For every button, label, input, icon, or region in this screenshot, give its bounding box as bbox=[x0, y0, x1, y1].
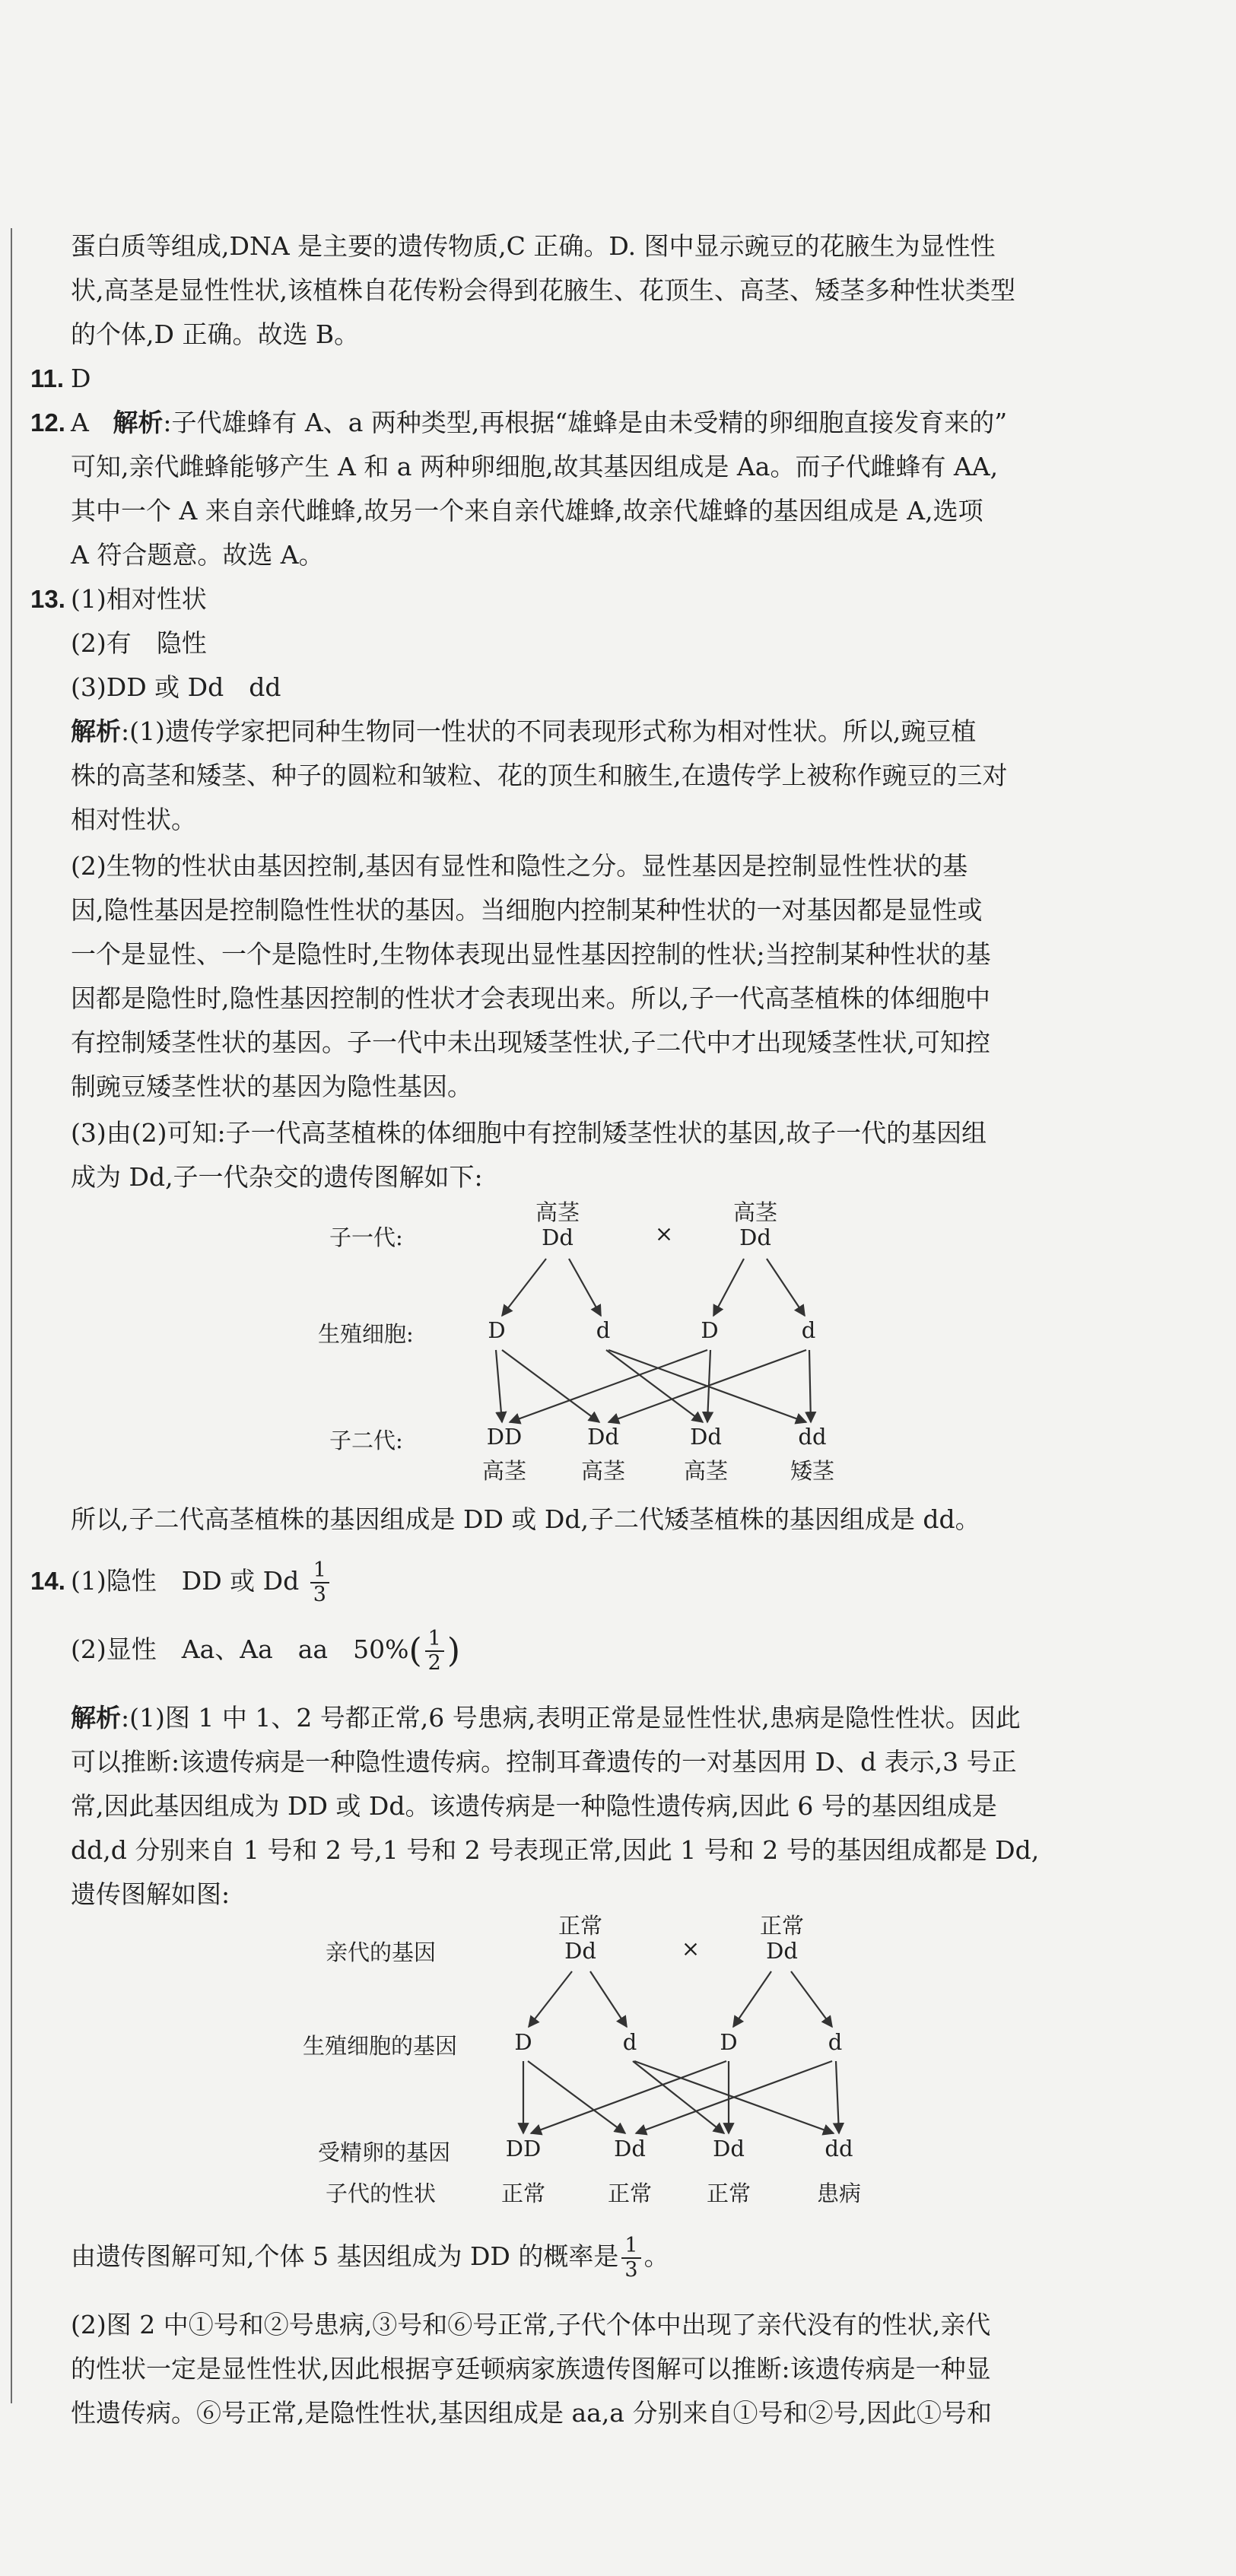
arrow-line bbox=[713, 1259, 744, 1316]
zygote-genotype: Dd bbox=[713, 2136, 745, 2161]
answer-14-2-text: (2)显性 Aa、Aa aa 50% bbox=[71, 1634, 409, 1664]
gamete: D bbox=[488, 1317, 506, 1343]
parent-left-genotype: Dd bbox=[542, 1224, 574, 1250]
cross-symbol: × bbox=[681, 1936, 701, 1961]
arrow-line bbox=[606, 1350, 703, 1422]
fraction-denominator: 3 bbox=[624, 2258, 638, 2282]
analysis-label: 解析 bbox=[113, 408, 164, 437]
answer-13-2: (2)有 隐性 bbox=[71, 628, 207, 658]
parent-right-trait: 正常 bbox=[759, 1913, 805, 1939]
question-number-11: 11. bbox=[30, 364, 65, 392]
question-number-14: 14. bbox=[30, 1567, 65, 1595]
offspring-genotype: dd bbox=[798, 1424, 827, 1450]
parent-left-trait: 高茎 bbox=[535, 1199, 580, 1225]
text-line: 株的高茎和矮茎、种子的圆粒和皱粒、花的顶生和腋生,在遗传学上被称作豌豆的三对 bbox=[71, 761, 1008, 790]
analysis-text: :(1)遗传学家把同种生物同一性状的不同表现形式称为相对性状。所以,豌豆植 bbox=[121, 716, 977, 746]
zygote-genotype: DD bbox=[505, 2136, 542, 2161]
gamete: D bbox=[720, 2029, 738, 2055]
arrow-line bbox=[791, 1971, 832, 2027]
arrow-line bbox=[809, 1350, 811, 1422]
answer-14-1-text: (1)隐性 DD 或 Dd bbox=[71, 1566, 300, 1596]
arrow-line bbox=[836, 2061, 839, 2133]
probability-text: 由遗传图解可知,个体 5 基因组成为 DD 的概率是 bbox=[71, 2241, 619, 2271]
text-line: 成为 Dd,子一代杂交的遗传图解如下: bbox=[71, 1162, 483, 1192]
row-label-parents: 亲代的基因 bbox=[326, 1939, 437, 1965]
parent-right-trait: 高茎 bbox=[732, 1199, 778, 1225]
text-line: dd,d 分别来自 1 号和 2 号,1 号和 2 号表现正常,因此 1 号和 2 号的基因组成都是 Dd, bbox=[71, 1835, 1040, 1865]
paren-right: ) bbox=[446, 1631, 460, 1670]
fraction-numerator: 1 bbox=[425, 1628, 444, 1652]
offspring-trait: 正常 bbox=[607, 2181, 653, 2206]
zygote-genotype: Dd bbox=[614, 2136, 646, 2161]
text-line: 其中一个 A 来自亲代雌蜂,故另一个来自亲代雄蜂,故亲代雄蜂的基因组成是 A,选项 bbox=[71, 496, 983, 526]
fraction-numerator: 1 bbox=[621, 2235, 640, 2259]
text-line: 相对性状。 bbox=[71, 805, 196, 834]
analysis-text: :(1)图 1 中 1、2 号都正常,6 号患病,表明正常是显性性状,患病是隐性性状。因此 bbox=[121, 1703, 1021, 1733]
parent-left-genotype: Dd bbox=[564, 1938, 596, 1964]
answer-11: D bbox=[71, 364, 91, 393]
paren-left: ( bbox=[408, 1631, 422, 1670]
gamete: d bbox=[622, 2029, 637, 2055]
offspring-trait: 患病 bbox=[816, 2181, 862, 2206]
offspring-trait: 高茎 bbox=[580, 1458, 626, 1484]
text-line: 状,高茎是显性性状,该植株自花传粉会得到花腋生、花顶生、高茎、矮茎多种性状类型 bbox=[71, 275, 1015, 305]
question-number-13: 13. bbox=[30, 585, 65, 613]
analysis-text: :子代雄蜂有 A、a 两种类型,再根据“雄蜂是由未受精的卵细胞直接发育来的” bbox=[163, 408, 1008, 437]
arrow-line bbox=[510, 1350, 707, 1422]
arrow-line bbox=[528, 2061, 625, 2133]
fraction-denominator: 3 bbox=[313, 1583, 326, 1606]
text-line: 所以,子二代高茎植株的基因组成是 DD 或 Dd,子二代矮茎植株的基因组成是 dd。 bbox=[71, 1504, 980, 1534]
gamete: d bbox=[801, 1317, 816, 1343]
offspring-trait: 正常 bbox=[500, 2181, 546, 2206]
arrow-line bbox=[496, 1350, 502, 1422]
text-line: 的性状一定是显性性状,因此根据亨廷顿病家族遗传图解可以推断:该遗传病是一种显 bbox=[71, 2354, 991, 2384]
arrow-line bbox=[633, 2061, 724, 2133]
cross-symbol: × bbox=[654, 1221, 674, 1247]
gamete: D bbox=[701, 1317, 719, 1343]
text-line: 性遗传病。⑥号正常,是隐性性状,基因组成是 aa,a 分别来自①号和②号,因此①号和 bbox=[71, 2398, 992, 2428]
arrow-line bbox=[502, 1350, 599, 1422]
text-line: 因都是隐性时,隐性基因控制的性状才会表现出来。所以,子一代高茎植株的体细胞中 bbox=[71, 983, 990, 1013]
gamete: d bbox=[596, 1317, 611, 1343]
parent-right-genotype: Dd bbox=[766, 1938, 798, 1964]
analysis-label: 解析 bbox=[71, 1703, 121, 1733]
arrow-line bbox=[590, 1971, 627, 2027]
text-line: 的个体,D 正确。故选 B。 bbox=[71, 319, 360, 349]
text-line: 因,隐性基因是控制隐性性状的基因。当细胞内控制某种性状的一对基因都是显性或 bbox=[71, 895, 983, 925]
text-line: 可以推断:该遗传病是一种隐性遗传病。控制耳聋遗传的一对基因用 D、d 表示,3 号正 bbox=[71, 1747, 1017, 1777]
offspring-genotype: DD bbox=[486, 1424, 523, 1450]
answer-13-3: (3)DD 或 Dd dd bbox=[71, 672, 281, 702]
parent-left-trait: 正常 bbox=[558, 1913, 603, 1939]
text-line: 可知,亲代雌蜂能够产生 A 和 a 两种卵细胞,故其基因组成是 Aa。而子代雌蜂有 AA, bbox=[71, 452, 999, 481]
arrow-line bbox=[767, 1259, 805, 1316]
question-number-12: 12. bbox=[30, 408, 65, 437]
probability-end: 。 bbox=[643, 2241, 669, 2271]
fraction-denominator: 2 bbox=[427, 1651, 441, 1675]
parent-right-genotype: Dd bbox=[739, 1224, 771, 1250]
text-line: 制豌豆矮茎性状的基因为隐性基因。 bbox=[71, 1072, 472, 1101]
offspring-trait: 高茎 bbox=[683, 1458, 729, 1484]
text-line: 有控制矮茎性状的基因。子一代中未出现矮茎性状,子二代中才出现矮茎性状,可知控 bbox=[71, 1028, 990, 1057]
text-line: 遗传图解如图: bbox=[71, 1879, 230, 1909]
gamete: d bbox=[828, 2029, 843, 2055]
offspring-trait: 矮茎 bbox=[790, 1458, 835, 1484]
text-line: (2)图 2 中①号和②号患病,③号和⑥号正常,子代个体中出现了亲代没有的性状,亲代 bbox=[71, 2310, 991, 2339]
row-label-parents: 子一代: bbox=[329, 1224, 403, 1250]
arrow-line bbox=[529, 1971, 572, 2027]
offspring-trait: 正常 bbox=[706, 2181, 751, 2206]
text-line: (3)由(2)可知:子一代高茎植株的体细胞中有控制矮茎性状的基因,故子一代的基因组 bbox=[71, 1118, 987, 1148]
offspring-genotype: Dd bbox=[587, 1424, 619, 1450]
fraction-numerator: 1 bbox=[310, 1559, 329, 1583]
offspring-trait: 高茎 bbox=[481, 1458, 527, 1484]
arrow-line bbox=[569, 1259, 601, 1316]
analysis-label: 解析 bbox=[71, 716, 121, 746]
row-label-traits: 子代的性状 bbox=[326, 2181, 437, 2206]
text-line: 一个是显性、一个是隐性时,生物体表现出显性基因控制的性状;当控制某种性状的基 bbox=[71, 939, 991, 969]
text-line: A 符合题意。故选 A。 bbox=[71, 540, 324, 570]
row-label-zygotes: 受精卵的基因 bbox=[318, 2139, 451, 2165]
text-line: (2)生物的性状由基因控制,基因有显性和隐性之分。显性基因是控制显性性状的基 bbox=[71, 851, 968, 881]
gamete: D bbox=[514, 2029, 532, 2055]
arrow-line bbox=[502, 1259, 546, 1316]
offspring-genotype: Dd bbox=[690, 1424, 722, 1450]
row-label-gametes: 生殖细胞的基因 bbox=[303, 2033, 458, 2059]
row-label-offspring: 子二代: bbox=[329, 1428, 403, 1453]
text-line: 蛋白质等组成,DNA 是主要的遗传物质,C 正确。D. 图中显示豌豆的花腋生为显性性 bbox=[71, 231, 996, 261]
answer-12: A bbox=[71, 408, 89, 437]
zygote-genotype: dd bbox=[825, 2136, 853, 2161]
answer-13-1: (1)相对性状 bbox=[71, 584, 207, 614]
text-line: 常,因此基因组成为 DD 或 Dd。该遗传病是一种隐性遗传病,因此 6 号的基因组成是 bbox=[71, 1791, 997, 1821]
arrow-line bbox=[531, 2061, 726, 2133]
arrow-line bbox=[733, 1971, 771, 2027]
row-label-gametes: 生殖细胞: bbox=[318, 1321, 414, 1347]
